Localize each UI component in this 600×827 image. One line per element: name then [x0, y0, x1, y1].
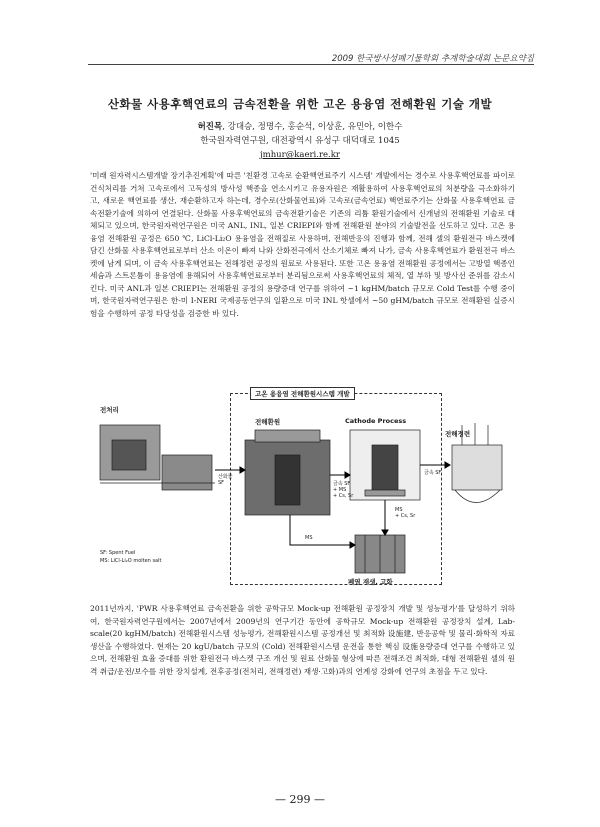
arrow-label-ms: MS [305, 535, 313, 541]
author-block [0, 120, 600, 162]
waste-salt-unit [355, 535, 405, 573]
label-pretreatment: 전처리 [100, 406, 119, 414]
running-header: 2009 한국방사성폐기물학회 추계학술대회 논문요약집 [331, 54, 534, 64]
body-paragraph-2: 2011년까지, 'PWR 사용후핵연료 금속전환을 위한 공학규모 Mock-up 전해환원 공정장치 개발 및 성능평가'를 달성하기 위하여, 한국원자력연구원에서는 2007년에서 2009년의 연구기간 동안에 공학규모 Mock-up 전해환원 공정장치 설계, Lab-scale(20 kgHM/batch) 전해환원시스템 성능평가, 전해환원시스템 공정개선 및 최적화 设施建, 반응공학 및 물리·화학적 자료 생산을 수행하였다. 현재는 20 kgU/batch 규모의 (Cold) 전해환원시스템 운전을 통한 핵심 设施용량증대 연구를 수행하고 있으며, 전해환원 효율 증대를 위한 환원전극 바스켓 구조 개선 및 원료 산화물 형상에 따른 전해조건 최적화, 대형 전해환원 셀의 원격 취급/운전/보수를 위한 장치설계, 전후공정(전처리, 전해정련) 재생·고화)과의 연계성 강화에 연구의 초점을 두고 있다. [90, 604, 515, 676]
label-waste: 폐염 재생, 고화 [348, 578, 393, 586]
arrow-label-sf: 산화물 SF [218, 474, 233, 486]
pretreatment-equipment [100, 425, 215, 490]
page-number: — 299 — [275, 793, 325, 806]
body-paragraph-1: '미래 원자력시스템개발 장기추진계획'에 따른 '친환경 고속로 순환핵연료주기 시스템' 개발에서는 경수로 사용후핵연료를 파이로 건식처리를 거쳐 고속로에서 고독성의 방사성 핵종을 연소시키고 유용자원은 재활용하여 사용후핵연료의 처분량을 극소화하기고, 새로운 핵연료를 생산, 재순환하고자 하는데, 경수로(산화물연료)와 고속로(금속연료) 핵연료주기는 산화물 사용후핵연료 금속전환기술에 의하여 연결된다. 산화물 사용후핵연료의 금속전환기술은 기존의 리튬 환원기술에서 신개념의 전해환원 기술로 대체되고 있으며, 한국원자력연구원은 미국 ANL, INL, 일본 CRIEPI와 함께 전해환원 분야의 기술발전을 선도하고 있다. 고온 용융염 전해환원 공정은 650 ℃, LiCl-Li₂O 용융염을 전해질로 사용하며, 전해반응의 진행과 함께, 전해 셀의 환원전극 바스켓에 담긴 산화물 사용후핵연료로부터 산소 이온이 빠져 나와 산화전극에서 산소기체로 빠져 나가, 금속 사용후핵연료가 환원전극 바스켓에 남게 되며, 이 금속 사용후핵연료는 전해정련 공정의 원료로 사용된다. 또한 고온 용융염 전해환원 공정에서는 고방열 핵종인 세슘과 스트론튬이 용융염에 용해되어 사용후핵연료로부터 분리됨으로써 사용후핵연료의 체적, 열 부하 및 방사선 준위를 감소시킨다. 미국 ANL과 일본 CRIEPI는 전해환원 공정의 용량증대 연구를 위하여 ~1 kgHM/batch 규모로 Cold Test를 수행 중이며, 한국원자력연구원은 한-미 I-NERI 국제공동연구의 일환으로 미국 INL 핫셀에서 ~50 gHM/batch 규모로 전해환원 실증시험을 수행하여 공정 타당성을 검증한 바 있다. [90, 171, 515, 318]
co-authors: , 강대승, 정명수, 홍순석, 이상훈, 유민아, 이한수 [222, 122, 403, 132]
label-refining: 전해정련 [445, 430, 471, 438]
header-rule [88, 64, 534, 65]
arrow-label-ms-cs: MS + Cs, Sr [395, 507, 416, 519]
process-figure [90, 385, 520, 590]
arrow-label-metal-out: 금속 SF + MS + Cs, Sr [333, 481, 354, 499]
author-names [0, 120, 600, 134]
paper-title: 산화물 사용후핵연료의 금속전환을 위한 고온 용융염 전해환원 기술 개발 [107, 97, 493, 111]
label-cathode: Cathode Process [345, 417, 407, 425]
legend-sf: SF: Spent Fuel [100, 550, 136, 556]
figure-banner: 고온 용융염 전해환원시스템 개발 [250, 387, 355, 400]
label-reduction: 전해환원 [255, 418, 281, 426]
cathode-process-box [350, 430, 420, 500]
lead-author: 허진목 [197, 122, 223, 132]
electroreducer [245, 430, 330, 515]
electrorefiner [452, 423, 502, 503]
email-link[interactable]: jmhur@kaeri.re.kr [260, 150, 340, 160]
affiliation: 한국원자력연구원, 대전광역시 유성구 대덕대로 1045 [200, 136, 400, 146]
arrow-label-cathode-out: 금속 SF [424, 470, 442, 476]
legend-ms: MS: LiCl-Li₂O molten salt [100, 558, 162, 564]
